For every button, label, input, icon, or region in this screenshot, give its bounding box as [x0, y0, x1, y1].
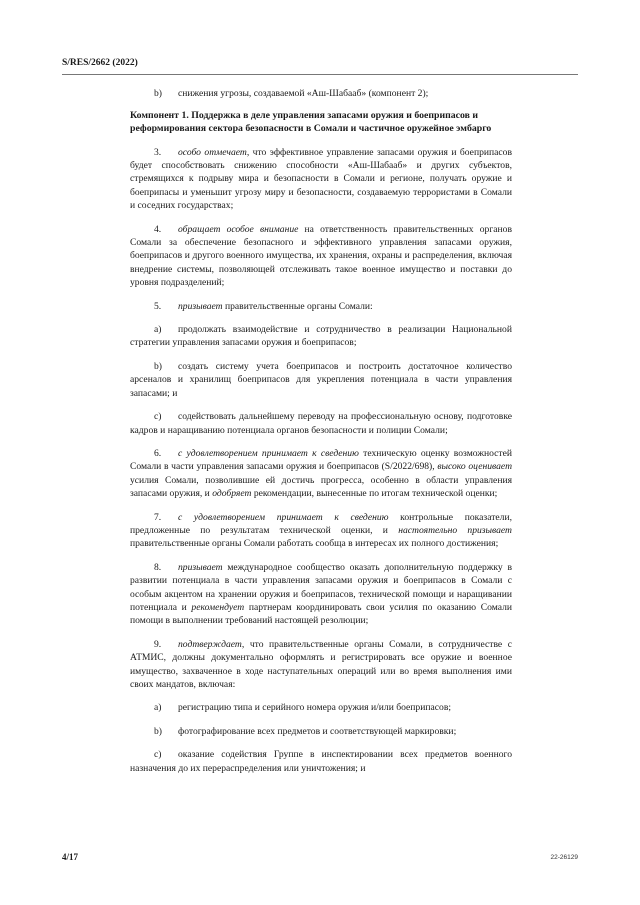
operative-verb: особо отмечает — [178, 146, 247, 158]
item-label: c) — [154, 411, 162, 423]
item-label: b) — [154, 725, 162, 737]
operative-verb: обращает особое внимание — [178, 223, 299, 235]
item-label: b) — [154, 88, 162, 99]
paragraph-5 — [130, 300, 512, 313]
operative-verb: с удовлетворением принимает к сведению — [178, 447, 359, 459]
item-text: снижения угрозы, создаваемой «Аш-Шабааб» (компонент 2); — [178, 88, 429, 99]
paragraph-4 — [130, 223, 512, 290]
paragraph-3 — [130, 146, 512, 213]
paragraph-8 — [130, 561, 512, 628]
item-label: a) — [154, 324, 162, 336]
paragraph-9c — [130, 748, 512, 775]
paragraph-5a — [130, 323, 512, 350]
paragraph-text: техническую оценку возможностей Сомали в части управления запасами оружия и боеприпасов (S/2022/698), — [130, 447, 512, 473]
operative-verb: рекомендует — [191, 601, 245, 613]
document-body — [130, 87, 512, 785]
item-label: c) — [154, 749, 162, 761]
paragraph-text: правительственные органы Сомали: — [222, 300, 373, 312]
paragraph-text: правительственные органы Сомали работать сообща в интересах их полного достижения; — [130, 538, 499, 550]
operative-verb: призывает — [178, 300, 223, 312]
document-symbol: S/RES/2662 (2022) — [62, 58, 138, 68]
paragraph-number: 4. — [154, 223, 162, 235]
paragraph-9a — [130, 701, 512, 714]
item-text: регистрацию типа и серийного номера оружия и/или боеприпасов; — [178, 702, 452, 714]
paragraph-number: 7. — [154, 511, 162, 523]
item-text: продолжать взаимодействие и сотрудничество в реализации Национальной стратегии управления запасами оружия и боеприпасов; — [130, 324, 512, 349]
paragraph-b-top — [130, 87, 512, 100]
paragraph-text: , что правительственные органы Сомали, в сотрудничестве с АТМИС, должны документально оформлять и регистрировать все оружие и военное имущество, захваченное в ходе наступательных операций или во время выполнения ими своих мандатов, включая: — [130, 638, 512, 690]
item-text: содействовать дальнейшему переводу на профессиональную основу, подготовке кадров и наращиванию потенциала органов безопасности и полиции Сомали; — [130, 411, 512, 436]
item-label: a) — [154, 702, 162, 714]
paragraph-number: 9. — [154, 638, 162, 650]
operative-verb: призывает — [178, 561, 223, 573]
header-rule — [62, 74, 578, 75]
item-label: b) — [154, 360, 162, 372]
paragraph-9b — [130, 725, 512, 738]
paragraph-text: международное сообщество оказать дополнительную поддержку в развитии потенциала в части управления запасами оружия и боеприпасов в Сомали с особым акцентом на хранении оружия и боеприпасов, технической помощи и наращивании потенциала и — [130, 561, 512, 613]
operative-verb: с удовлетворением принимает к сведению — [178, 511, 389, 523]
paragraph-text: на ответственность правительственных органов Сомали за обеспечение безопасного и эффективного управления запасами оружия, боеприпасов и другого военного имущества, их хранения, охраны и распределения, включая внедрение системы, позволяющей отслеживать такое военное имущество и поставки до уровня подразделений; — [130, 223, 512, 289]
paragraph-number: 3. — [154, 146, 162, 158]
paragraph-number: 8. — [154, 561, 162, 573]
paragraph-6 — [130, 447, 512, 501]
page-number: 4/17 — [62, 852, 79, 862]
paragraph-text: партнерам координировать свои усилия по оказанию Сомали помощи в выполнении требований настоящей резолюции; — [130, 601, 512, 627]
operative-verb: настоятельно призывает — [398, 524, 512, 536]
document-code: 22-26129 — [550, 854, 578, 861]
item-text: оказание содействия Группе в инспектировании всех предметов военного назначения до их перераспределения или уничтожения; и — [130, 749, 512, 774]
paragraph-number: 6. — [154, 447, 162, 459]
operative-verb: подтверждает — [178, 638, 242, 650]
paragraph-text: , что эффективное управление запасами оружия и боеприпасов будет способствовать снижению способности «Аш-Шабааб» и других субъектов, стремящихся к подрыву мира и безопасности в Сомали и регионе, получать оружие и боеприпасы и уменьшит угрозу миру и безопасности, создаваемую террористами в Сомали и соседних государствах; — [130, 146, 512, 212]
paragraph-text: контрольные показатели, предложенные по результатам технической оценки, и — [130, 511, 512, 536]
paragraph-5b — [130, 360, 512, 400]
operative-verb: высоко оценивает — [437, 461, 512, 473]
paragraph-number: 5. — [154, 300, 162, 312]
item-text: фотографирование всех предметов и соответствующей маркировки; — [178, 725, 457, 737]
operative-verb: одобряет — [212, 488, 252, 500]
item-text: создать систему учета боеприпасов и построить достаточное количество арсеналов и хранилищ боеприпасов для укрепления потенциала в части управления запасами; и — [130, 360, 512, 399]
section-heading: Компонент 1. Поддержка в деле управления запасами оружия и боеприпасов и реформирования сектора безопасности в Сомали и частичное оружейное эмбарго — [130, 110, 492, 134]
paragraph-7 — [130, 511, 512, 551]
paragraph-text: рекомендации, вынесенные по итогам технической оценки; — [251, 488, 498, 500]
paragraph-9 — [130, 638, 512, 692]
paragraph-text: усилия Сомали, позволившие ей достичь прогресса, особенно в области управления запасами оружия, и — [130, 474, 512, 500]
paragraph-5c — [130, 410, 512, 437]
